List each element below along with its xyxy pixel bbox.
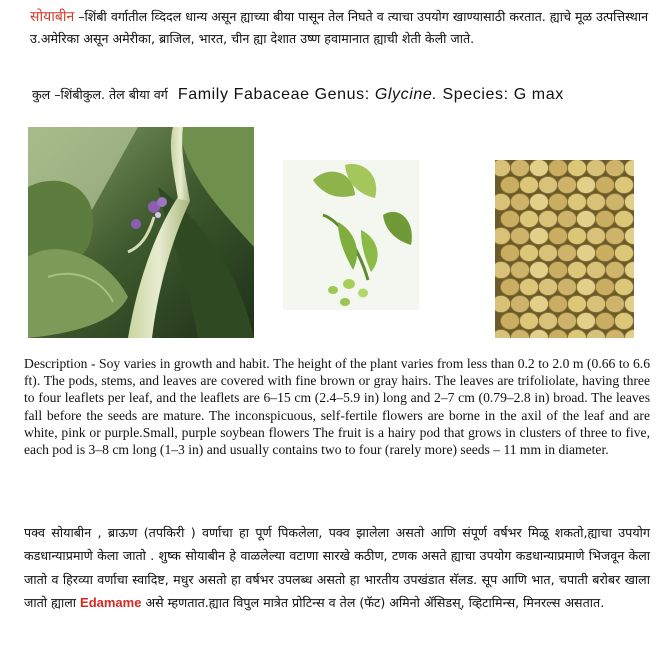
seed-shape bbox=[520, 313, 539, 330]
family-latin bbox=[178, 86, 564, 103]
seed-shape bbox=[501, 279, 520, 296]
seed-shape bbox=[495, 160, 511, 177]
intro-text: –शिंबी वर्गातील व्दिदल धान्य असून ह्याच्या बीया पासून तेल निघते व त्याचा उपयोग खाण्यासाठी करतात. ह्याचे मूळ उत्पत्तिस्थान उ.अमेरिका असून अमेरीका, ब्राजिल, भारत, चीन ह्या देशात उष्ण हवामानात ह्याची शेती केली जाते. bbox=[30, 9, 649, 46]
seeds-illustration bbox=[495, 160, 634, 338]
seed-shape bbox=[558, 279, 577, 296]
seed-shape bbox=[587, 194, 606, 211]
genus-name: Glycine. bbox=[374, 86, 438, 103]
family-label: Family Fabaceae Genus: bbox=[177, 86, 375, 103]
seed-shape bbox=[587, 296, 606, 313]
seed-shape bbox=[511, 228, 530, 245]
seed-shape bbox=[606, 194, 625, 211]
soybean-seeds-photo bbox=[495, 160, 634, 338]
seed-shape bbox=[615, 313, 634, 330]
seed-shape bbox=[511, 262, 530, 279]
seed-shape bbox=[615, 245, 634, 262]
edamame-highlight: Edamame bbox=[80, 595, 142, 611]
seed-shape bbox=[587, 262, 606, 279]
soybean-plant-photo bbox=[28, 127, 254, 338]
seed-shape bbox=[568, 194, 587, 211]
seed-shape bbox=[549, 160, 568, 177]
seed-shape bbox=[568, 296, 587, 313]
seed-shape bbox=[568, 228, 587, 245]
seed-shape bbox=[520, 245, 539, 262]
seed-shape bbox=[596, 177, 615, 194]
seed-shape bbox=[511, 160, 530, 177]
seed-shape bbox=[606, 228, 625, 245]
seed-shape bbox=[587, 228, 606, 245]
seed-shape bbox=[606, 296, 625, 313]
seed-shape bbox=[568, 160, 587, 177]
seed-shape bbox=[495, 262, 511, 279]
seed-shape bbox=[558, 177, 577, 194]
seed-shape bbox=[615, 279, 634, 296]
seed-shape bbox=[511, 194, 530, 211]
seed-shape bbox=[615, 211, 634, 228]
seed-shape bbox=[530, 160, 549, 177]
seed-shape bbox=[520, 177, 539, 194]
marathi-text-part1: पक्व सोयाबीन , ब्राऊण (तपकिरी ) वर्णाचा हा पूर्ण पिकलेला, पक्व झालेला असतो आणि संपूर्ण वर्षभर मिळू शकतो,ह्याचा उपयोग कडधान्याप्रमाणे केला जातो . शुष्क सोयाबीन हे वाळलेल्या वटाणा सारखे कठीण, टणक असते ह्याचा उपयोग कडधान्याप्रमाणे भिजवून केला जातो व हिरव्या वर्णाचा स्वादिष्ट, मधुर असतो हा वर्षभर उपलब्ध असतो हा भारतीय उपखंडात सॅलड. सूप आणि भात, चपाती बरोबर खाला जातो ह्याला bbox=[24, 525, 650, 611]
english-description: Description - Soy varies in growth and habit. The height of the plant varies from less than 0.2 to 2.0 m (0.66 to 6.6 ft). The pods, stems, and leaves are covered with fine brown or gray hairs. The leaves are trifoliolate, having three to four leaflets per leaf, and the leaflets are 6–15 cm (2.4–5.9 in) long and 2–7 cm (0.79–2.8 in) broad. The leaves fall before the seeds are mature. The inconspicuous, self-fertile flowers are borne in the axil of the leaf and are white, pink or purple.Small, purple soybean flowers The fruit is a hairy pod that grows in clusters of three to five, each pod is 3–8 cm long (1–3 in) and usually contains two to four (rarely more) seeds – 11 mm in diameter. bbox=[24, 356, 650, 458]
seed-shape bbox=[511, 296, 530, 313]
seed-shape bbox=[577, 313, 596, 330]
seed-shape bbox=[501, 245, 520, 262]
seed-shape bbox=[549, 194, 568, 211]
seed-shape bbox=[549, 228, 568, 245]
seed-shape bbox=[501, 211, 520, 228]
seed-shape bbox=[596, 313, 615, 330]
seed-shape bbox=[596, 211, 615, 228]
seed-shape bbox=[549, 296, 568, 313]
seed-shape bbox=[530, 296, 549, 313]
marathi-paragraph bbox=[24, 521, 650, 615]
seed-shape bbox=[495, 194, 511, 211]
family-marathi: कुल –शिंबीकुल. तेल बीया वर्ग bbox=[32, 87, 168, 102]
seed-shape bbox=[530, 194, 549, 211]
seed-shape bbox=[577, 279, 596, 296]
marathi-text-part2: असे म्हणतात.ह्यात विपुल मात्रेत प्रोटिन्स व तेल (फॅट) अमिनो ॲसिडस्, व्हिटामिन्स, मिनरल्स असतात. bbox=[141, 595, 605, 611]
seed-shape bbox=[530, 228, 549, 245]
seed-shape bbox=[530, 262, 549, 279]
classification-line bbox=[32, 86, 662, 104]
seed-shape bbox=[539, 211, 558, 228]
seed-shape bbox=[577, 245, 596, 262]
seed-shape bbox=[501, 177, 520, 194]
seed-shape bbox=[539, 313, 558, 330]
seed-shape bbox=[520, 279, 539, 296]
soybean-pods-photo bbox=[283, 160, 419, 310]
seed-shape bbox=[539, 177, 558, 194]
seed-shape bbox=[558, 245, 577, 262]
seed-shape bbox=[606, 262, 625, 279]
seed-shape bbox=[539, 279, 558, 296]
pods-illustration bbox=[283, 160, 419, 310]
seed-shape bbox=[577, 211, 596, 228]
seed-shape bbox=[520, 211, 539, 228]
seed-shape bbox=[606, 160, 625, 177]
intro-paragraph bbox=[30, 6, 660, 50]
species-label: Species: G max bbox=[437, 86, 564, 103]
seed-shape bbox=[495, 228, 511, 245]
plant-illustration bbox=[28, 127, 254, 338]
seed-shape bbox=[501, 313, 520, 330]
seed-shape bbox=[558, 313, 577, 330]
seed-shape bbox=[596, 279, 615, 296]
seed-shape bbox=[495, 296, 511, 313]
soybean-title: सोयाबीन bbox=[30, 9, 75, 25]
seed-shape bbox=[596, 245, 615, 262]
seed-shape bbox=[615, 177, 634, 194]
seed-shape bbox=[549, 262, 568, 279]
seed-shape bbox=[539, 245, 558, 262]
seed-shape bbox=[558, 211, 577, 228]
seed-shape bbox=[587, 160, 606, 177]
seed-shape bbox=[577, 177, 596, 194]
seed-shape bbox=[568, 262, 587, 279]
